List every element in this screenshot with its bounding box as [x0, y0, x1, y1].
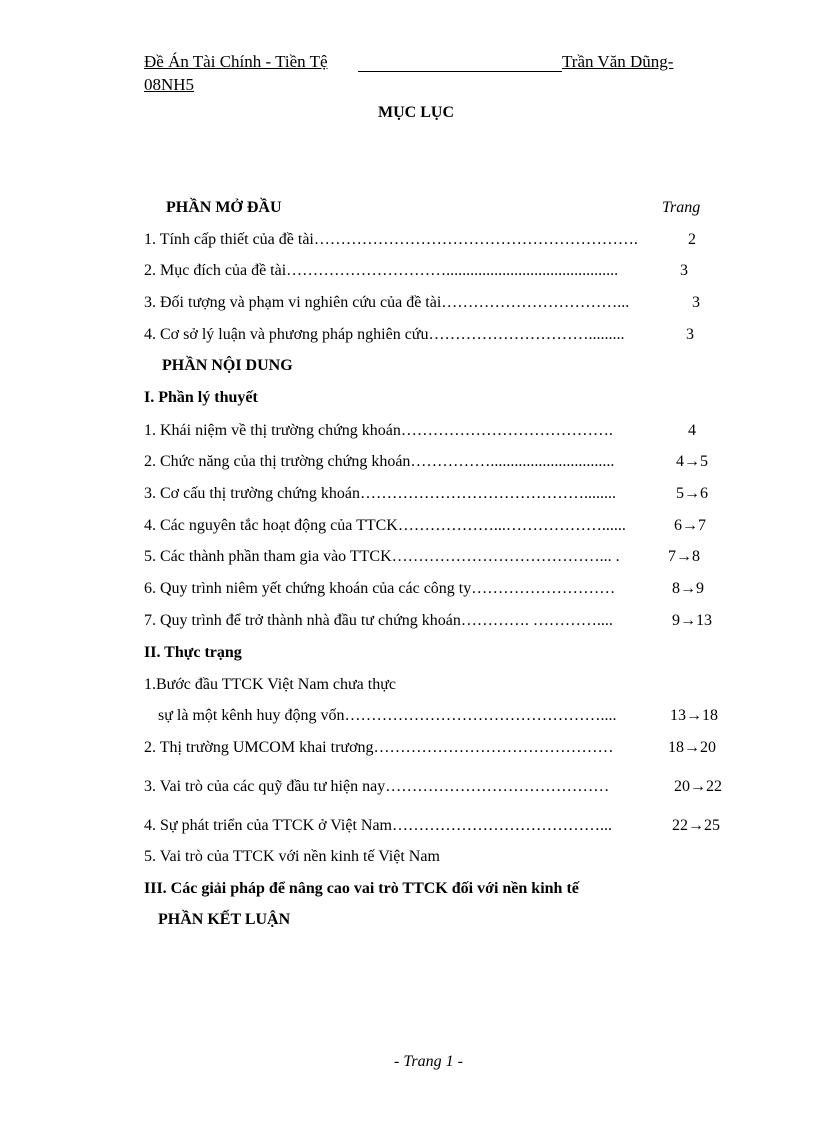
toc-page: 4→5 — [676, 453, 708, 470]
toc-entry[interactable]: 4. Sự phát triển của TTCK ở Việt Nam…………………………………... — [144, 817, 612, 834]
intro-heading: PHẦN MỞ ĐẦU — [166, 199, 282, 216]
header-second-line: 08NH5 — [144, 75, 195, 94]
toc-page: 6→7 — [674, 517, 706, 534]
toc-entry[interactable]: 2. Thị trường UMCOM khai trương……………………………………… — [144, 739, 614, 756]
page-title: MỤC LỤC — [378, 104, 454, 121]
page-column-label: Trang — [662, 199, 701, 216]
toc-entry[interactable]: 3. Vai trò của các quỹ đầu tư hiện nay…………………………………… — [144, 778, 610, 795]
header-rule — [358, 52, 562, 72]
toc-entry[interactable]: 7. Quy trình để trở thành nhà đầu tư chứng khoán…………. ………….... — [144, 612, 613, 629]
toc-page: 7→8 — [668, 548, 700, 565]
content-heading: PHẦN NỘI DUNG — [162, 357, 293, 374]
toc-entry[interactable]: 5. Các thành phần tham gia vào TTCK…………………………………... . — [144, 548, 620, 565]
toc-page: 8→9 — [672, 580, 704, 597]
toc-entry[interactable]: 4. Cơ sở lý luận và phương pháp nghiên cứu…………………………......... — [144, 326, 625, 343]
toc-page: 3 — [680, 262, 688, 279]
header-left: Đề Án Tài Chính - Tiền Tệ — [144, 52, 328, 71]
toc-page: 9→13 — [672, 612, 712, 629]
toc-entry[interactable]: 1. Tính cấp thiết của đề tài……………………………………………………. — [144, 231, 638, 248]
header-right: Trần Văn Dũng- — [562, 52, 674, 71]
part3-heading: III. Các giải pháp để nâng cao vai trò TTCK đối với nền kinh tế — [144, 880, 579, 897]
part2-heading: II. Thực trạng — [144, 644, 242, 661]
toc-page: 4 — [688, 422, 696, 439]
toc-entry[interactable]: 6. Quy trình niêm yết chứng khoán của các công ty……………………… — [144, 580, 616, 597]
toc-page: 22→25 — [672, 817, 720, 834]
toc-entry[interactable]: 5. Vai trò của TTCK với nền kinh tế Việt Nam — [144, 848, 440, 865]
page-footer: - Trang 1 - — [394, 1053, 463, 1070]
toc-entry[interactable]: 3. Đối tượng và phạm vi nghiên cứu của đề tài……………………………... — [144, 294, 630, 311]
conclusion-heading: PHẦN KẾT LUẬN — [158, 911, 291, 928]
toc-entry[interactable]: 2. Mục đích của đề tài…………………………........................................... — [144, 262, 619, 279]
toc-entry-line1[interactable]: 1.Bước đầu TTCK Việt Nam chưa thực — [144, 676, 396, 693]
toc-page: 3 — [692, 294, 700, 311]
toc-page: 18→20 — [668, 739, 716, 756]
toc-page: 3 — [686, 326, 694, 343]
toc-entry[interactable]: 2. Chức năng của thị trường chứng khoán……………............................... — [144, 453, 615, 470]
toc-entry[interactable]: sự là một kênh huy động vốn………………………………………….... — [158, 707, 617, 724]
part1-heading: I. Phần lý thuyết — [144, 389, 258, 406]
toc-page: 5→6 — [676, 485, 708, 502]
toc-entry[interactable]: 3. Cơ cấu thị trường chứng khoán……………………………………........ — [144, 485, 617, 502]
toc-page: 13→18 — [670, 707, 718, 724]
toc-page: 20→22 — [674, 778, 722, 795]
toc-page: 2 — [688, 231, 696, 248]
toc-entry[interactable]: 4. Các nguyên tắc hoạt động của TTCK………………...………………...... — [144, 517, 626, 534]
toc-entry[interactable]: 1. Khái niệm về thị trường chứng khoán…………………………………. — [144, 422, 613, 439]
